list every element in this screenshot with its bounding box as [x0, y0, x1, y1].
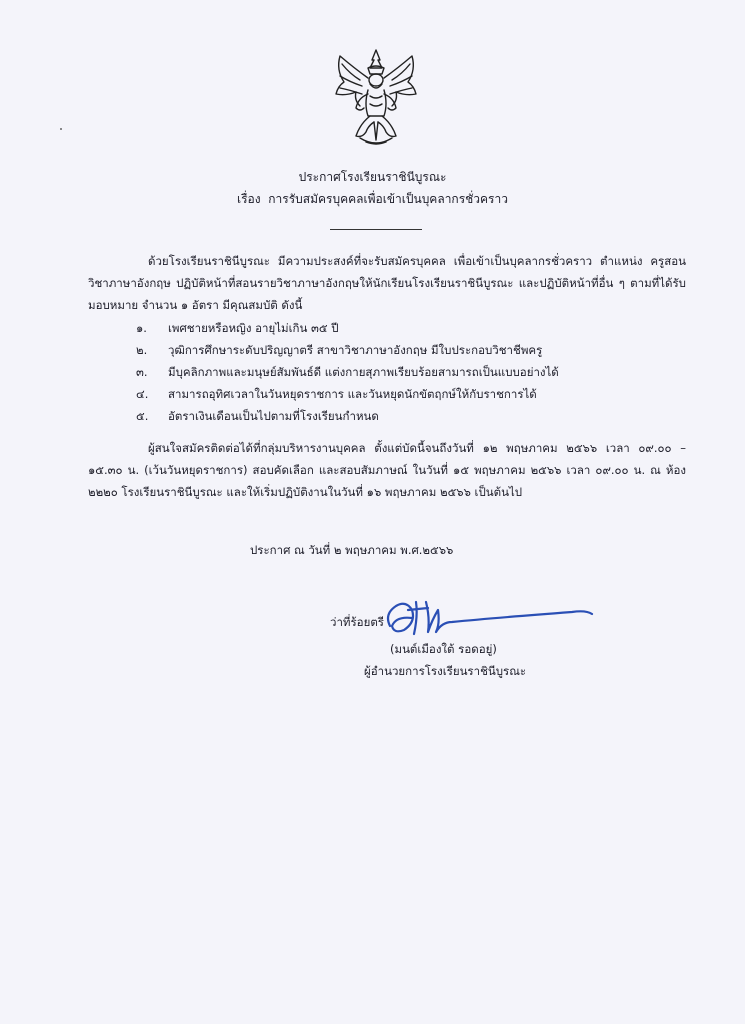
- list-item: [136, 383, 676, 405]
- qualifications-list: [136, 317, 676, 427]
- signer-position: ผู้อำนวยการโรงเรียนราชินีบูรณะ: [364, 664, 527, 678]
- list-item-number: ๕.: [136, 409, 149, 423]
- scan-speck: [60, 128, 62, 130]
- intro-text: ด้วยโรงเรียนราชินีบูรณะ มีความประสงค์ที่จะรับสมัครบุคคล เพื่อเข้าเป็นบุคลากรชั่วคราว ตำแหน่ง ครูสอนวิชาภาษาอังกฤษ ปฏิบัติหน้าที่สอนรายวิชาภาษาอังกฤษให้นักเรียนโรงเรียนราชินีบูรณะ และปฏิบัติหน้าที่อื่น ๆ ตามที่ได้รับมอบหมาย จำนวน ๑ อัตรา มีคุณสมบัติ ดังนี้: [88, 254, 686, 312]
- list-item-number: ๔.: [136, 387, 149, 401]
- list-item-text: วุฒิการศึกษาระดับปริญญาตรี สาขาวิชาภาษาอังกฤษ มีใบประกอบวิชาชีพครู: [168, 343, 543, 357]
- list-item: [136, 317, 676, 339]
- subject-text: การรับสมัครบุคคลเพื่อเข้าเป็นบุคลากรชั่วคราว: [268, 192, 508, 206]
- list-item-text: อัตราเงินเดือนเป็นไปตามที่โรงเรียนกำหนด: [168, 409, 379, 423]
- subject-line: [0, 190, 745, 208]
- list-item: [136, 361, 676, 383]
- list-item-number: ๒.: [136, 343, 148, 357]
- announcement-date: ประกาศ ณ วันที่ ๒ พฤษภาคม พ.ศ.๒๕๖๖: [250, 543, 454, 557]
- list-item: [136, 339, 676, 361]
- handwritten-signature-icon: [382, 596, 597, 640]
- document-title: ประกาศโรงเรียนราชินีบูรณะ: [298, 170, 447, 184]
- subject-label: เรื่อง: [237, 192, 261, 206]
- list-item: [136, 405, 676, 427]
- title-divider: [330, 229, 422, 230]
- signature-block: [330, 596, 590, 640]
- list-item-text: สามารถอุทิศเวลาในวันหยุดราชการ และวันหยุดนักขัตฤกษ์ให้กับราชการได้: [168, 387, 537, 401]
- list-item-text: เพศชายหรือหญิง อายุไม่เกิน ๓๕ ปี: [168, 321, 339, 335]
- signature-rank-label: ว่าที่ร้อยตรี: [330, 615, 384, 629]
- intro-paragraph: [88, 250, 686, 316]
- signer-name: (มนต์เมืองใต้ รอดอยู่): [390, 642, 497, 656]
- list-item-number: ๑.: [136, 321, 147, 335]
- list-item-number: ๓.: [136, 365, 148, 379]
- garuda-emblem-icon: [330, 46, 422, 150]
- list-item-text: มีบุคลิกภาพและมนุษย์สัมพันธ์ดี แต่งกายสุภาพเรียบร้อยสามารถเป็นแบบอย่างได้: [168, 365, 559, 379]
- application-paragraph: [88, 437, 686, 503]
- application-text: ผู้สนใจสมัครติดต่อได้ที่กลุ่มบริหารงานบุคคล ตั้งแต่บัดนี้จนถึงวันที่ ๑๒ พฤษภาคม ๒๕๖๖ เวลา ๐๙.๐๐ – ๑๕.๓๐ น. (เว้นวันหยุดราชการ) สอบคัดเลือก และสอบสัมภาษณ์ ในวันที่ ๑๕ พฤษภาคม ๒๕๖๖ เวลา ๐๙.๐๐ น. ณ ห้อง ๒๒๒๐ โรงเรียนราชินีบูรณะ และให้เริ่มปฏิบัติงานในวันที่ ๑๖ พฤษภาคม ๒๕๖๖ เป็นต้นไป: [88, 441, 686, 499]
